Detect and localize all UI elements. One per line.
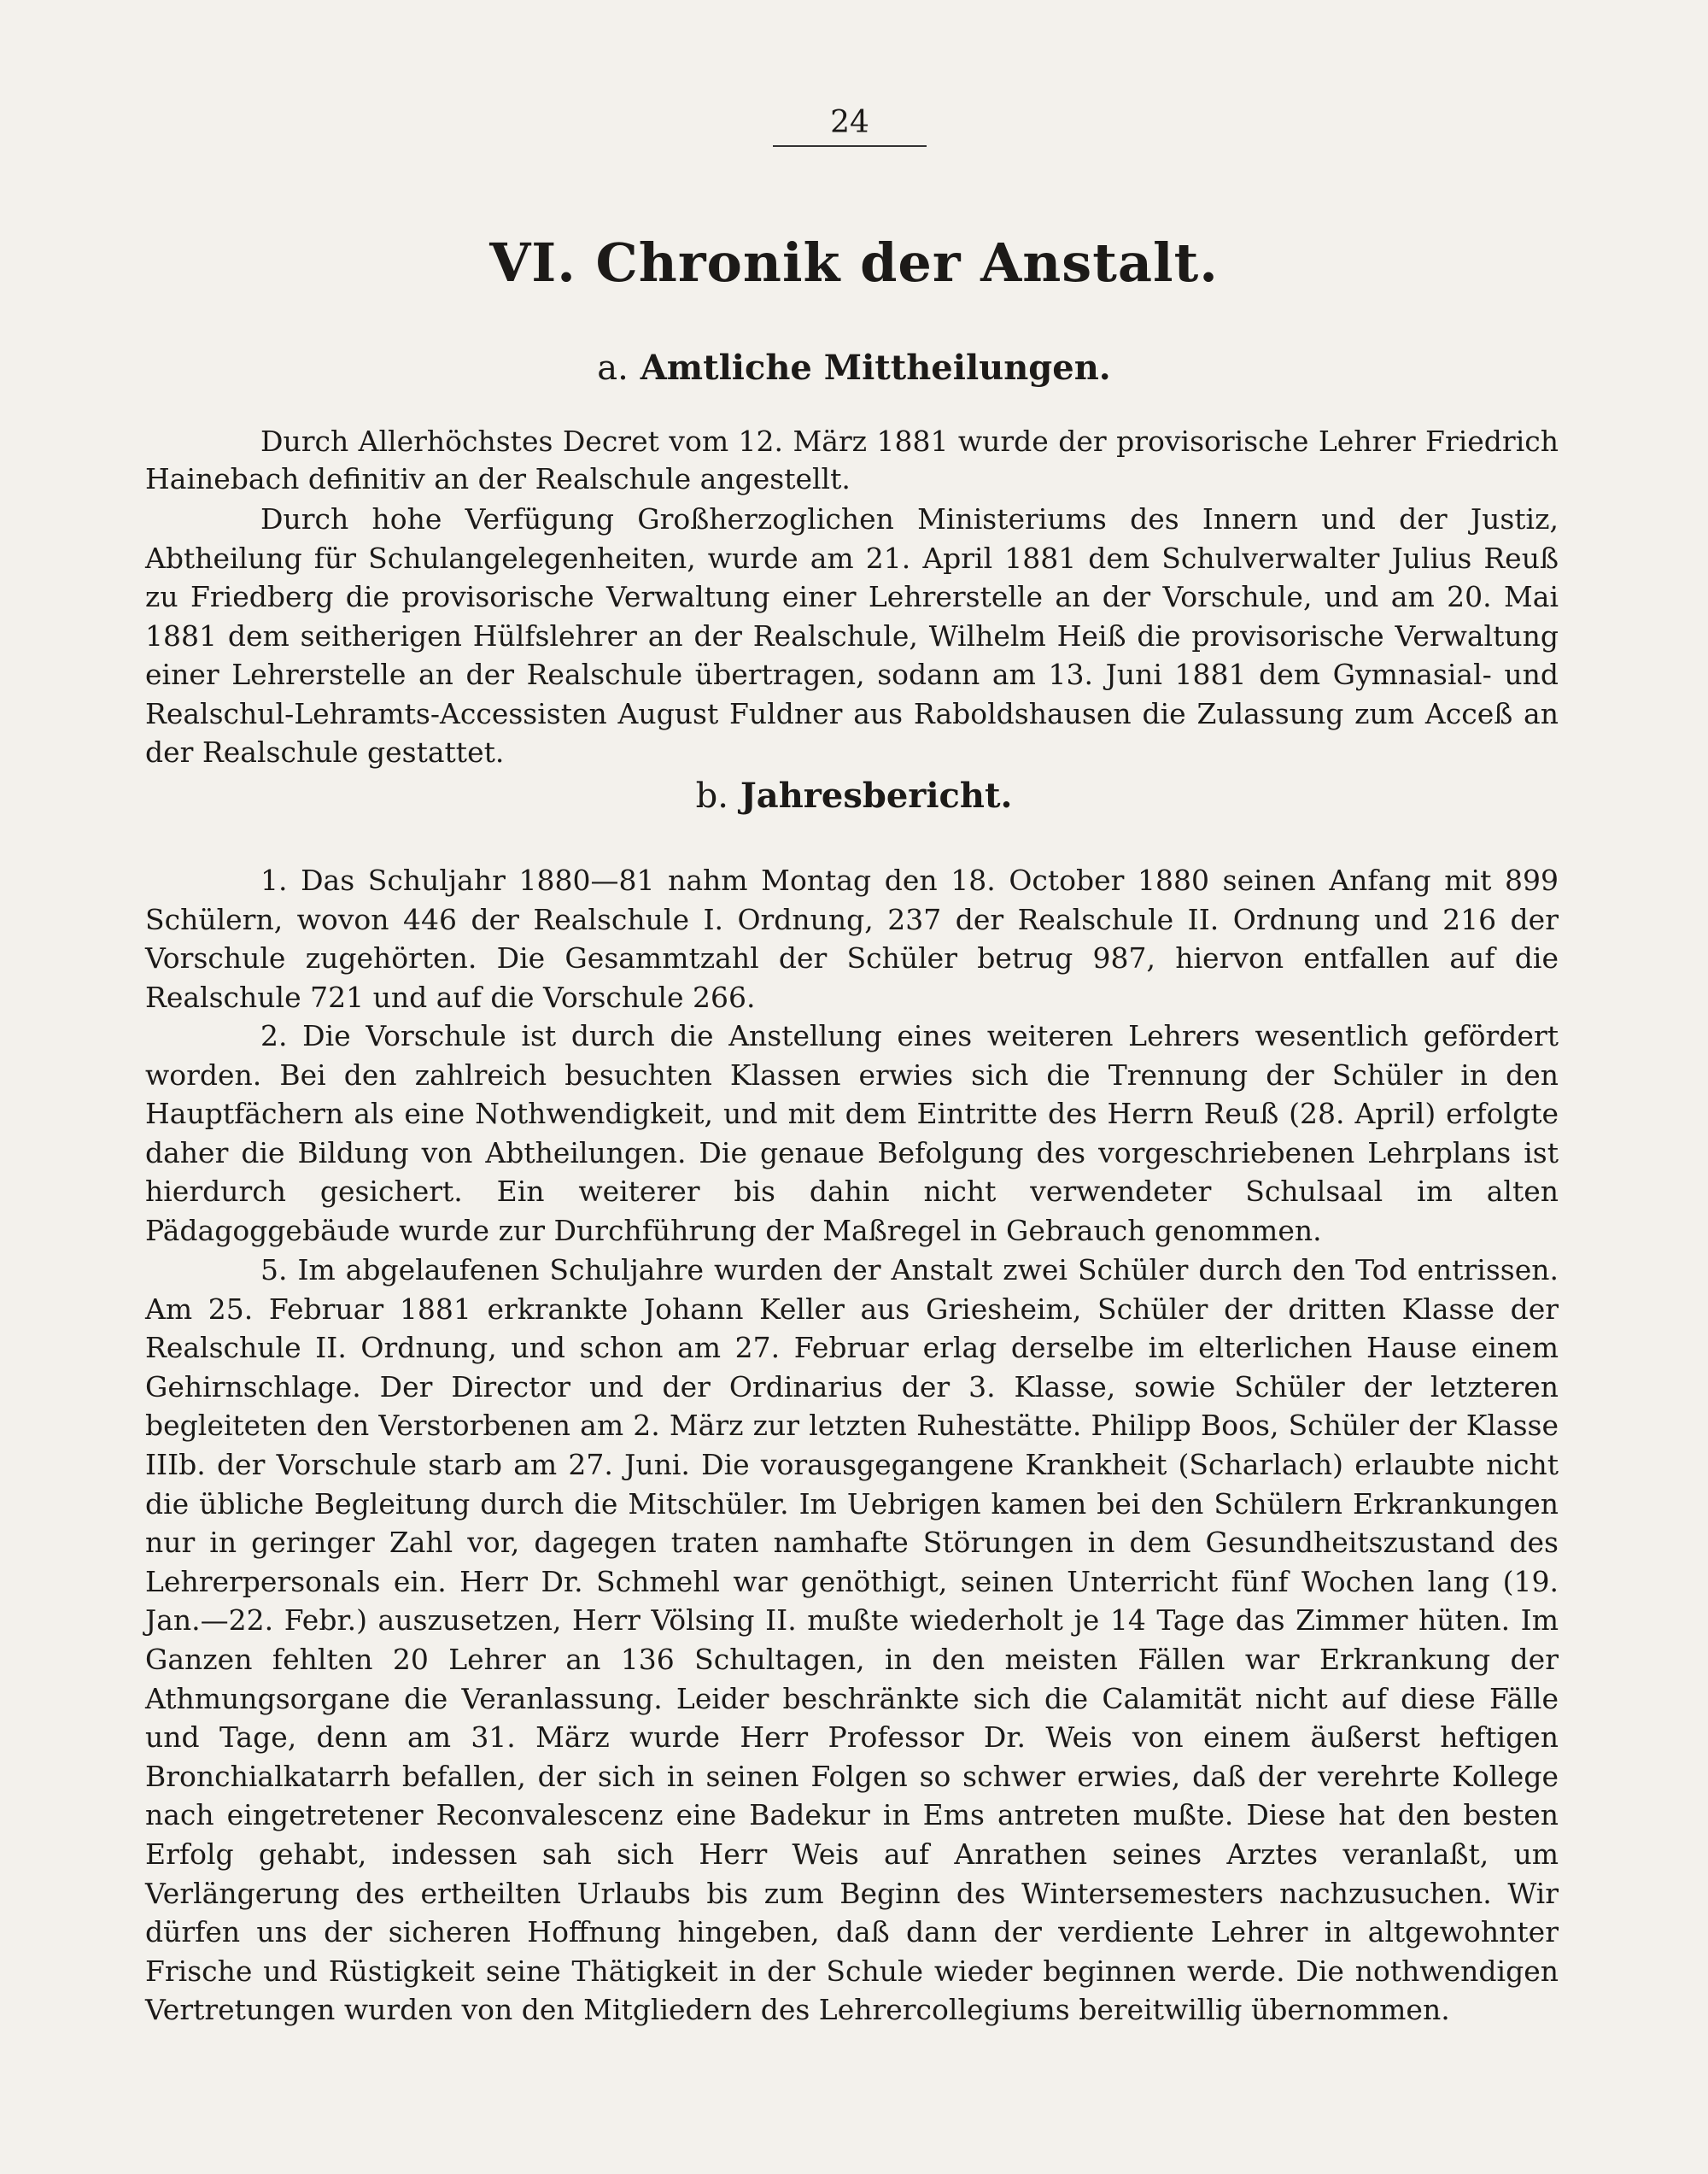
- section-a-paragraph-1: Durch Allerhöchstes Decret vom 12. März 1881 wurde der provisorische Lehrer Friedrich Hainebach definitiv an der Realschule angestellt.: [145, 425, 1559, 495]
- section-b-heading: [0, 775, 1708, 817]
- section-a-prefix: a.: [597, 349, 629, 388]
- section-a-heading: [0, 347, 1708, 390]
- page-number-rule: [773, 145, 927, 147]
- chapter-title: VI. Chronik der Anstalt.: [489, 231, 1219, 294]
- section-b-paragraph-1: 1. Das Schuljahr 1880—81 nahm Montag den 18. October 1880 seinen Anfang mit 899 Schülern, wovon 446 der Realschule I. Ordnung, 237 der Realschule II. Ordnung und 216 der Vorschule zugehörten. Die Gesammtzahl der Schüler betrug 987, hiervon entfallen auf die Realschule 721 und auf die Vorschule 266.: [145, 864, 1559, 1014]
- section-b-prefix: b.: [695, 776, 728, 816]
- page-number: 24: [830, 105, 869, 140]
- section-a-paragraph-2: Durch hohe Verfügung Großherzoglichen Ministeriums des Innern und der Justiz, Abtheilung für Schulangelegenheiten, wurde am 21. April 1881 dem Schulverwalter Julius Reuß zu Friedberg die provisorische Verwaltung einer Lehrerstelle an der Vorschule, und am 20. Mai 1881 dem seitherigen Hülfslehrer an der Realschule, Wilhelm Heiß die provisorische Verwaltung einer Lehrerstelle an der Realschule übertragen, sodann am 13. Juni 1881 dem Gymnasial- und Realschul-Lehramts-Accessisten August Fuldner aus Raboldshausen die Zulassung zum Acceß an der Realschule gestattet.: [145, 502, 1559, 769]
- section-b-title: Jahresbericht.: [740, 776, 1013, 816]
- section-a-title: Amtliche Mittheilungen.: [640, 348, 1111, 388]
- section-b-paragraph-2: 2. Die Vorschule ist durch die Anstellung eines weiteren Lehrers wesentlich gefördert worden. Bei den zahlreich besuchten Klassen erwies sich die Trennung der Schüler in den Hauptfächern als eine Nothwendigkeit, und mit dem Eintritte des Herrn Reuß (28. April) erfolgte daher die Bildung von Abtheilungen. Die genaue Befolgung des vorgeschriebenen Lehrplans ist hierdurch gesichert. Ein weiterer bis dahin nicht verwendeter Schulsaal im alten Pädagoggebäude wurde zur Durchführung der Maßregel in Gebrauch genommen.: [145, 1019, 1559, 1247]
- section-b-paragraph-5: 5. Im abgelaufenen Schuljahre wurden der Anstalt zwei Schüler durch den Tod entrissen. Am 25. Februar 1881 erkrankte Johann Keller aus Griesheim, Schüler der dritten Klasse der Realschule II. Ordnung, und schon am 27. Februar erlag derselbe im elterlichen Hause einem Gehirnschlage. Der Director und der Ordinarius der 3. Klasse, sowie Schüler der letzteren begleiteten den Verstorbenen am 2. März zur letzten Ruhestätte. Philipp Boos, Schüler der Klasse IIIb. der Vorschule starb am 27. Juni. Die vorausgegangene Krankheit (Scharlach) erlaubte nicht die übliche Begleitung durch die Mitschüler. Im Uebrigen kamen bei den Schülern Erkrankungen nur in geringer Zahl vor, dagegen traten namhafte Störungen in dem Gesundheitszustand des Lehrerpersonals ein. Herr Dr. Schmehl war genöthigt, seinen Unterricht fünf Wochen lang (19. Jan.—22. Febr.) auszusetzen, Herr Völsing II. mußte wiederholt je 14 Tage das Zimmer hüten. Im Ganzen fehlten 20 Lehrer an 136 Schultagen, in den meisten Fällen war Erkrankung der Athmungsorgane die Veranlassung. Leider beschränkte sich die Calamität nicht auf diese Fälle und Tage, denn am 31. März wurde Herr Professor Dr. Weis von einem äußerst heftigen Bronchialkatarrh befallen, der sich in seinen Folgen so schwer erwies, daß der verehrte Kollege nach eingetretener Reconvalescenz eine Badekur in Ems antreten mußte. Diese hat den besten Erfolg gehabt, indessen sah sich Herr Weis auf Anrathen seines Arztes veranlaßt, um Verlängerung des ertheilten Urlaubs bis zum Beginn des Wintersemesters nachzusuchen. Wir dürfen uns der sicheren Hoffnung hingeben, daß dann der verdiente Lehrer in altgewohnter Frische und Rüstigkeit seine Thätigkeit in der Schule wieder beginnen werde. Die nothwendigen Vertretungen wurden von den Mitgliedern des Lehrercollegiums bereitwillig übernommen.: [145, 1253, 1559, 2027]
